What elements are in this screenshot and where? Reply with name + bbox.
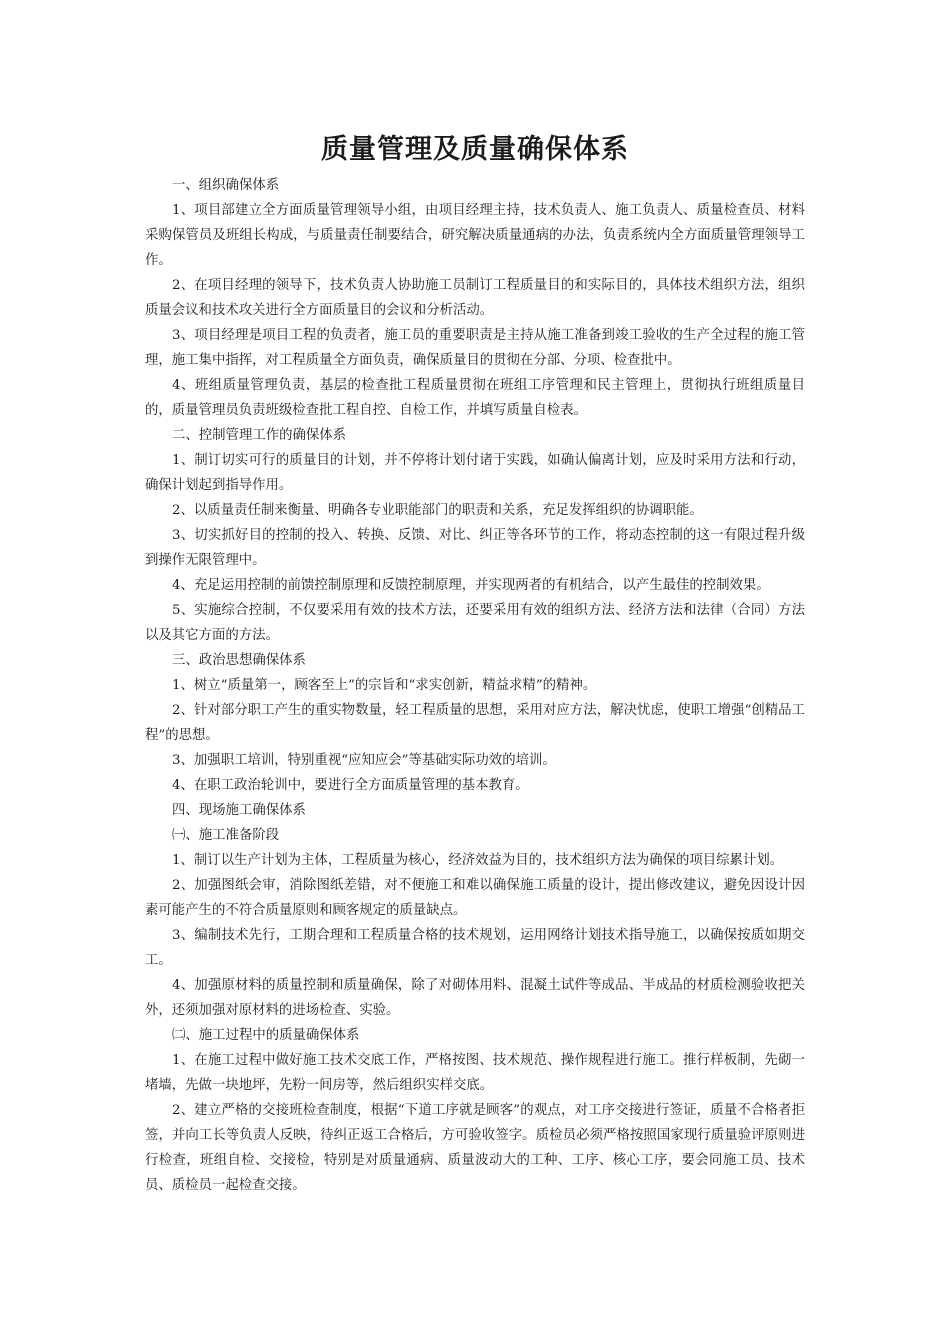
page-title: 质量管理及质量确保体系 xyxy=(321,134,629,165)
subsection-heading-2: ㈡、施工过程中的质量确保体系 xyxy=(172,1028,360,1043)
paragraph: 2、建立严格的交接班检查制度，根据“下道工序就是顾客”的观点，对工序交接进行签证，质量不合格者拒签，并向工长等负责人反映，待纠正返工合格后，方可验收签字。质检员必须严格按照国家现行质量验评原则进行检查，班组自检、交接检，特别是对质量通病、质量波动大的工种、工序、核心工序，要会同施工员、技术员、质检员一起检查交接。 xyxy=(145,1103,805,1193)
paragraph: 4、在职工政治轮训中，要进行全方面质量管理的基本教育。 xyxy=(172,778,529,793)
section-heading-1: 一、组织确保体系 xyxy=(172,178,280,193)
paragraph: 4、班组质量管理负责，基层的检查批工程质量贯彻在班组工序管理和民主管理上，贯彻执行班组质量目的，质量管理员负责班级检查批工程自控、自检工作，并填写质量自检表。 xyxy=(145,378,805,418)
paragraph: 4、充足运用控制的前馈控制原理和反馈控制原理，并实现两者的有机结合，以产生最佳的控制效果。 xyxy=(172,578,770,593)
paragraph: 5、实施综合控制，不仅要采用有效的技术方法，还要采用有效的组织方法、经济方法和法律（合同）方法以及其它方面的方法。 xyxy=(145,603,805,643)
paragraph: 2、针对部分职工产生的重实物数量，轻工程质量的思想，采用对应方法，解决忧虑，使职工增强“创精品工程”的思想。 xyxy=(145,703,805,743)
paragraph: 1、制订以生产计划为主体，工程质量为核心，经济效益为目的，技术组织方法为确保的项目综累计划。 xyxy=(172,853,784,868)
section-heading-3: 三、政治思想确保体系 xyxy=(172,653,306,668)
paragraph: 1、树立“质量第一，顾客至上”的宗旨和“求实创新，精益求精”的精神。 xyxy=(172,678,597,693)
paragraph: 3、编制技术先行，工期合理和工程质量合格的技术规划，运用网络计划技术指导施工，以确保按质如期交工。 xyxy=(145,928,805,968)
document-body xyxy=(145,173,805,1198)
paragraph: 1、制订切实可行的质量目的计划，并不停将计划付诸于实践，如确认偏离计划，应及时采用方法和行动，确保计划起到指导作用。 xyxy=(145,453,805,493)
paragraph: 2、加强图纸会审，消除图纸差错，对不便施工和难以确保施工质量的设计，提出修改建议，避免因设计因素可能产生的不符合质量原则和顾客规定的质量缺点。 xyxy=(145,878,805,918)
paragraph: 3、项目经理是项目工程的负责者，施工员的重要职责是主持从施工准备到竣工验收的生产全过程的施工管理，施工集中指挥，对工程质量全方面负责，确保质量目的贯彻在分部、分项、检查批中。 xyxy=(145,328,805,368)
paragraph: 3、加强职工培训，特别重视“应知应会”等基础实际功效的培训。 xyxy=(172,753,556,768)
paragraph: 1、在施工过程中做好施工技术交底工作，严格按图、技术规范、操作规程进行施工。推行样板制，先砌一堵墙，先做一块地坪，先粉一间房等，然后组织实样交底。 xyxy=(145,1053,805,1093)
paragraph: 1、项目部建立全方面质量管理领导小组，由项目经理主持，技术负责人、施工负责人、质量检查员、材料采购保管员及班组长构成，与质量责任制要结合，研究解决质量通病的办法，负责系统内全方面质量管理领导工作。 xyxy=(145,203,805,268)
section-heading-2: 二、控制管理工作的确保体系 xyxy=(172,428,347,443)
paragraph: 4、加强原材料的质量控制和质量确保，除了对砌体用料、混凝土试件等成品、半成品的材质检测验收把关外，还须加强对原材料的进场检查、实验。 xyxy=(145,978,805,1018)
paragraph: 2、以质量责任制来衡量、明确各专业职能部门的职责和关系，充足发挥组织的协调职能。 xyxy=(172,503,703,518)
paragraph: 2、在项目经理的领导下，技术负责人协助施工员制订工程质量目的和实际目的，具体技术组织方法，组织质量会议和技术攻关进行全方面质量目的会议和分析活动。 xyxy=(145,278,805,318)
paragraph: 3、切实抓好目的控制的投入、转换、反馈、对比、纠正等各环节的工作，将动态控制的这一有限过程升级到操作无限管理中。 xyxy=(145,528,805,568)
subsection-heading-1: ㈠、施工准备阶段 xyxy=(172,828,280,843)
section-heading-4: 四、现场施工确保体系 xyxy=(172,803,306,818)
